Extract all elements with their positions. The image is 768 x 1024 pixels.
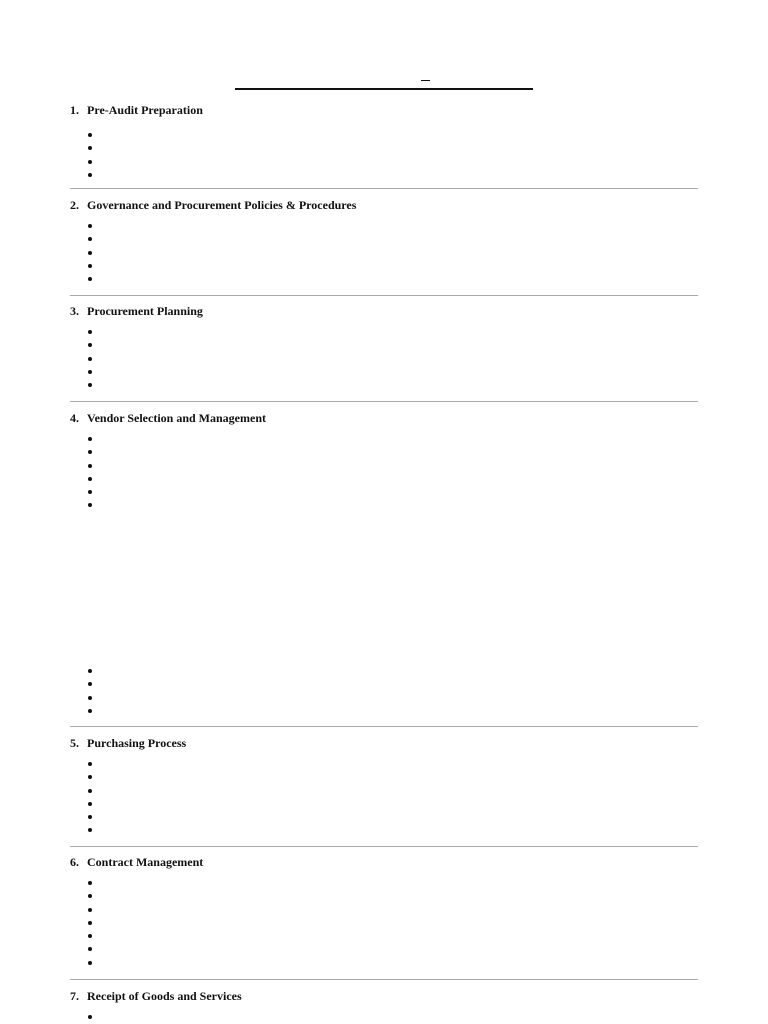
section-number: 1. [70, 103, 79, 117]
bullet-list [70, 432, 698, 512]
bullet-item [70, 942, 698, 955]
section-title: Governance and Procurement Policies & Procedures [87, 198, 357, 212]
bullet-item [70, 823, 698, 836]
section-title: Pre-Audit Preparation [87, 103, 203, 117]
section-number: 4. [70, 411, 79, 425]
section-heading [70, 103, 698, 117]
bullet-item [70, 784, 698, 797]
bullet-list [70, 1010, 698, 1023]
bullet-item [70, 246, 698, 259]
bullet-item [70, 445, 698, 458]
bullet-list [70, 325, 698, 391]
bullet-item [70, 219, 698, 232]
bullet-item [70, 259, 698, 272]
section-heading [70, 736, 698, 750]
bullet-item [70, 770, 698, 783]
bullet-item [70, 498, 698, 511]
section-governance-policies [70, 198, 698, 285]
bullet-list [70, 757, 698, 837]
bullet-item [70, 704, 698, 717]
bullet-item [70, 889, 698, 902]
bullet-item [70, 352, 698, 365]
bullet-list [70, 876, 698, 969]
bullet-item [70, 1010, 698, 1023]
bullet-item [70, 365, 698, 378]
bullet-list [70, 664, 698, 717]
bullet-item [70, 472, 698, 485]
section-divider [70, 295, 698, 296]
section-purchasing-process [70, 736, 698, 837]
section-number: 6. [70, 855, 79, 869]
bullet-item [70, 677, 698, 690]
bullet-item [70, 432, 698, 445]
section-heading [70, 411, 698, 425]
bullet-item [70, 232, 698, 245]
bullet-item [70, 757, 698, 770]
bullet-item [70, 664, 698, 677]
bullet-item [70, 141, 698, 154]
bullet-item [70, 810, 698, 823]
section-receipt-of-goods [70, 989, 698, 1023]
bullet-item [70, 876, 698, 889]
section-pre-audit-preparation [70, 103, 698, 181]
bullet-item [70, 929, 698, 942]
section-divider [70, 979, 698, 980]
bullet-item [70, 916, 698, 929]
bullet-item [70, 272, 698, 285]
bullet-item [70, 325, 698, 338]
bullet-item [70, 168, 698, 181]
bullet-item [70, 459, 698, 472]
section-divider [70, 726, 698, 727]
section-contract-management [70, 855, 698, 969]
section-procurement-planning [70, 304, 698, 391]
section-vendor-selection-continued [70, 664, 698, 717]
bullet-item [70, 338, 698, 351]
section-number: 5. [70, 736, 79, 750]
section-heading [70, 989, 698, 1003]
section-number: 7. [70, 989, 79, 1003]
bullet-item [70, 485, 698, 498]
bullet-item [70, 155, 698, 168]
section-divider [70, 188, 698, 189]
section-title: Receipt of Goods and Services [87, 989, 242, 1003]
section-heading [70, 198, 698, 212]
section-number: 2. [70, 198, 79, 212]
section-vendor-selection [70, 411, 698, 512]
section-title: Vendor Selection and Management [87, 411, 267, 425]
bullet-item [70, 956, 698, 969]
section-heading [70, 304, 698, 318]
section-divider [70, 846, 698, 847]
bullet-item [70, 691, 698, 704]
section-title: Procurement Planning [87, 304, 203, 318]
bullet-list [70, 219, 698, 285]
section-number: 3. [70, 304, 79, 318]
bullet-item [70, 378, 698, 391]
section-title: Purchasing Process [87, 736, 187, 750]
document-title-dash [421, 80, 430, 81]
bullet-item [70, 128, 698, 141]
bullet-list [70, 128, 698, 181]
document-title-underline [235, 88, 533, 90]
section-heading [70, 855, 698, 869]
bullet-item [70, 797, 698, 810]
bullet-item [70, 903, 698, 916]
section-title: Contract Management [87, 855, 204, 869]
section-divider [70, 401, 698, 402]
